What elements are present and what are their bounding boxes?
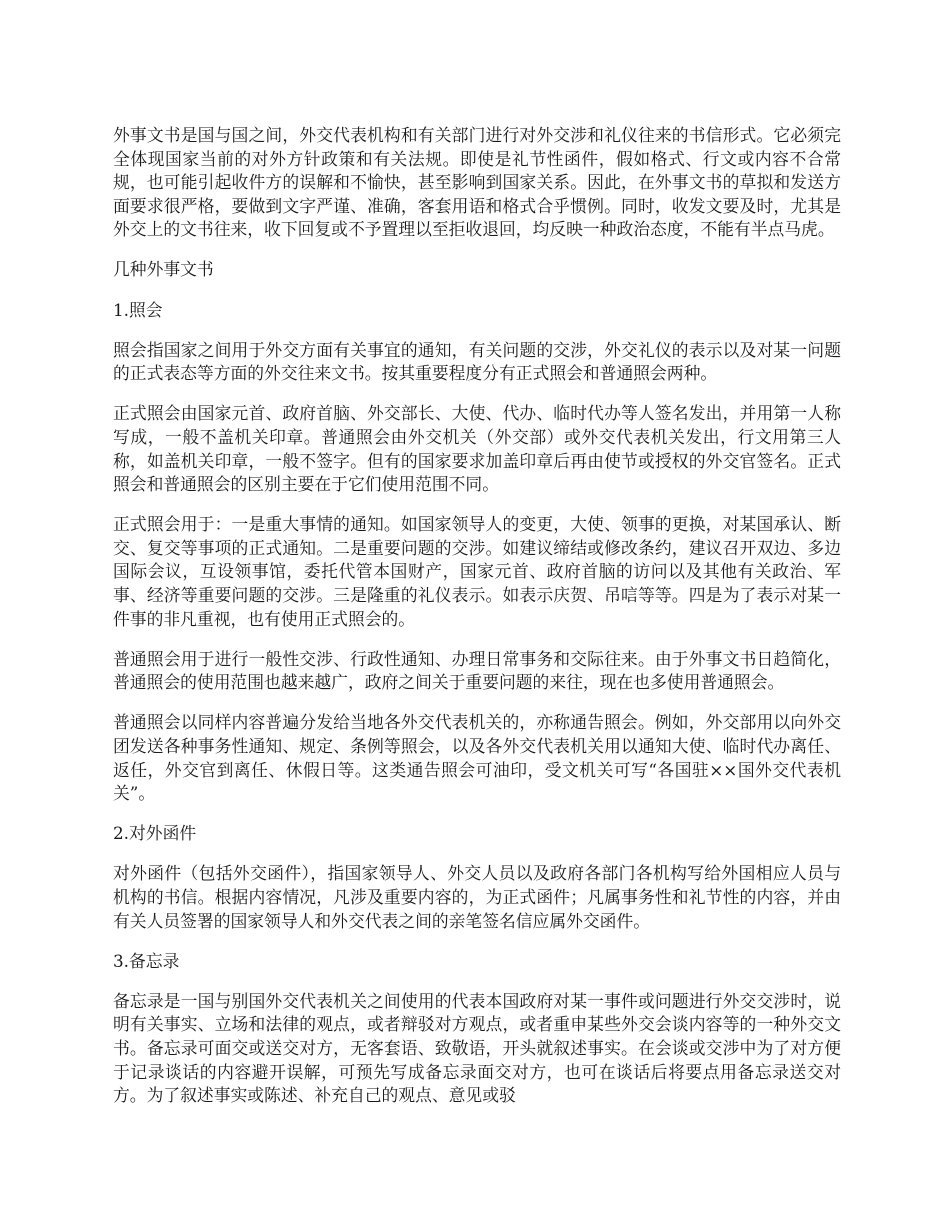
notes-paragraph-3: 正式照会用于：一是重大事情的通知。如国家领导人的变更，大使、领事的更换，对某国承认、断交、复交等事项的正式通知。二是重要问题的交涉。如建议缔结或修改条约，建议召开双边、多边国际会议，互设领事馆，委托代管本国财产，国家元首、政府首脑的访问以及其他有关政治、军事、经济等重要问题的交涉。三是隆重的礼仪表示。如表示庆贺、吊唁等等。四是为了表示对某一件事的非凡重视，也有使用正式照会的。 [113,514,841,629]
memo-heading: 3.备忘录 [113,950,180,971]
letters-paragraph-1: 对外函件（包括外交函件），指国家领导人、外交人员以及政府各部门各机构写给外国相应人员与机构的书信。根据内容情况，凡涉及重要内容的，为正式函件；凡属事务性和礼节性的内容，并由有关人员签署的国家领导人和外交代表之间的亲笔签名信应属外交函件。 [113,863,841,931]
letters-heading: 2.对外函件 [113,823,197,844]
memo-paragraph-1: 备忘录是一国与别国外交代表机关之间使用的代表本国政府对某一事件或问题进行外交交涉时，说明有关事实、立场和法律的观点，或者辩驳对方观点，或者重申某些外交会谈内容等的一种外交文书。备忘录可面交或送交对方，无客套语、致敬语，开头就叙述事实。在会谈或交涉中为了对方便于记录谈话的内容避开误解，可预先写成备忘录面交对方，也可在谈话后将要点用备忘录送交对方。为了叙述事实或陈述、补充自己的观点、意见或驳 [113,990,841,1106]
notes-paragraph-1: 照会指国家之间用于外交方面有关事宜的通知，有关问题的交涉，外交礼仪的表示以及对某一问题的正式表态等方面的外交往来文书。按其重要程度分有正式照会和普通照会两种。 [113,339,841,384]
notes-paragraph-4: 普通照会用于进行一般性交涉、行政性通知、办理日常事务和交际往来。由于外事文书日趋简化，普通照会的使用范围也越来越广，政府之间关于重要问题的来往，现在也多使用普通照会。 [113,648,841,693]
intro-paragraph: 外事文书是国与国之间，外交代表机构和有关部门进行对外交涉和礼仪往来的书信形式。它必须完全体现国家当前的对外方针政策和有关法规。即使是礼节性函件，假如格式、行文或内容不合常规，也可能引起收件方的误解和不愉快，甚至影响到国家关系。因此，在外事文书的草拟和发送方面要求很严格，要做到文字严谨、准确，客套用语和格式合乎惯例。同时，收发文要及时，尤其是外交上的文书往来，收下回复或不予置理以至拒收退回，均反映一种政治态度，不能有半点马虎。 [113,125,841,240]
section-title: 几种外事文书 [113,259,214,280]
notes-heading: 1.照会 [113,299,163,320]
notes-paragraph-2: 正式照会由国家元首、政府首脑、外交部长、大使、代办、临时代办等人签名发出，并用第一人称写成，一般不盖机关印章。普通照会由外交机关（外交部）或外交代表机关发出，行文用第三人称，如盖机关印章，一般不签字。但有的国家要求加盖印章后再由使节或授权的外交官签名。正式照会和普通照会的区别主要在于它们使用范围不同。 [113,403,841,495]
document-page [113,124,841,1124]
notes-paragraph-5: 普通照会以同样内容普遍分发给当地各外交代表机关的，亦称通告照会。例如，外交部用以向外交团发送各种事务性通知、规定、条例等照会，以及各外交代表机关用以通知大使、临时代办离任、返任，外交官到离任、休假日等。这类通告照会可油印，受文机关可写“各国驻××国外交代表机关”。 [113,712,841,804]
